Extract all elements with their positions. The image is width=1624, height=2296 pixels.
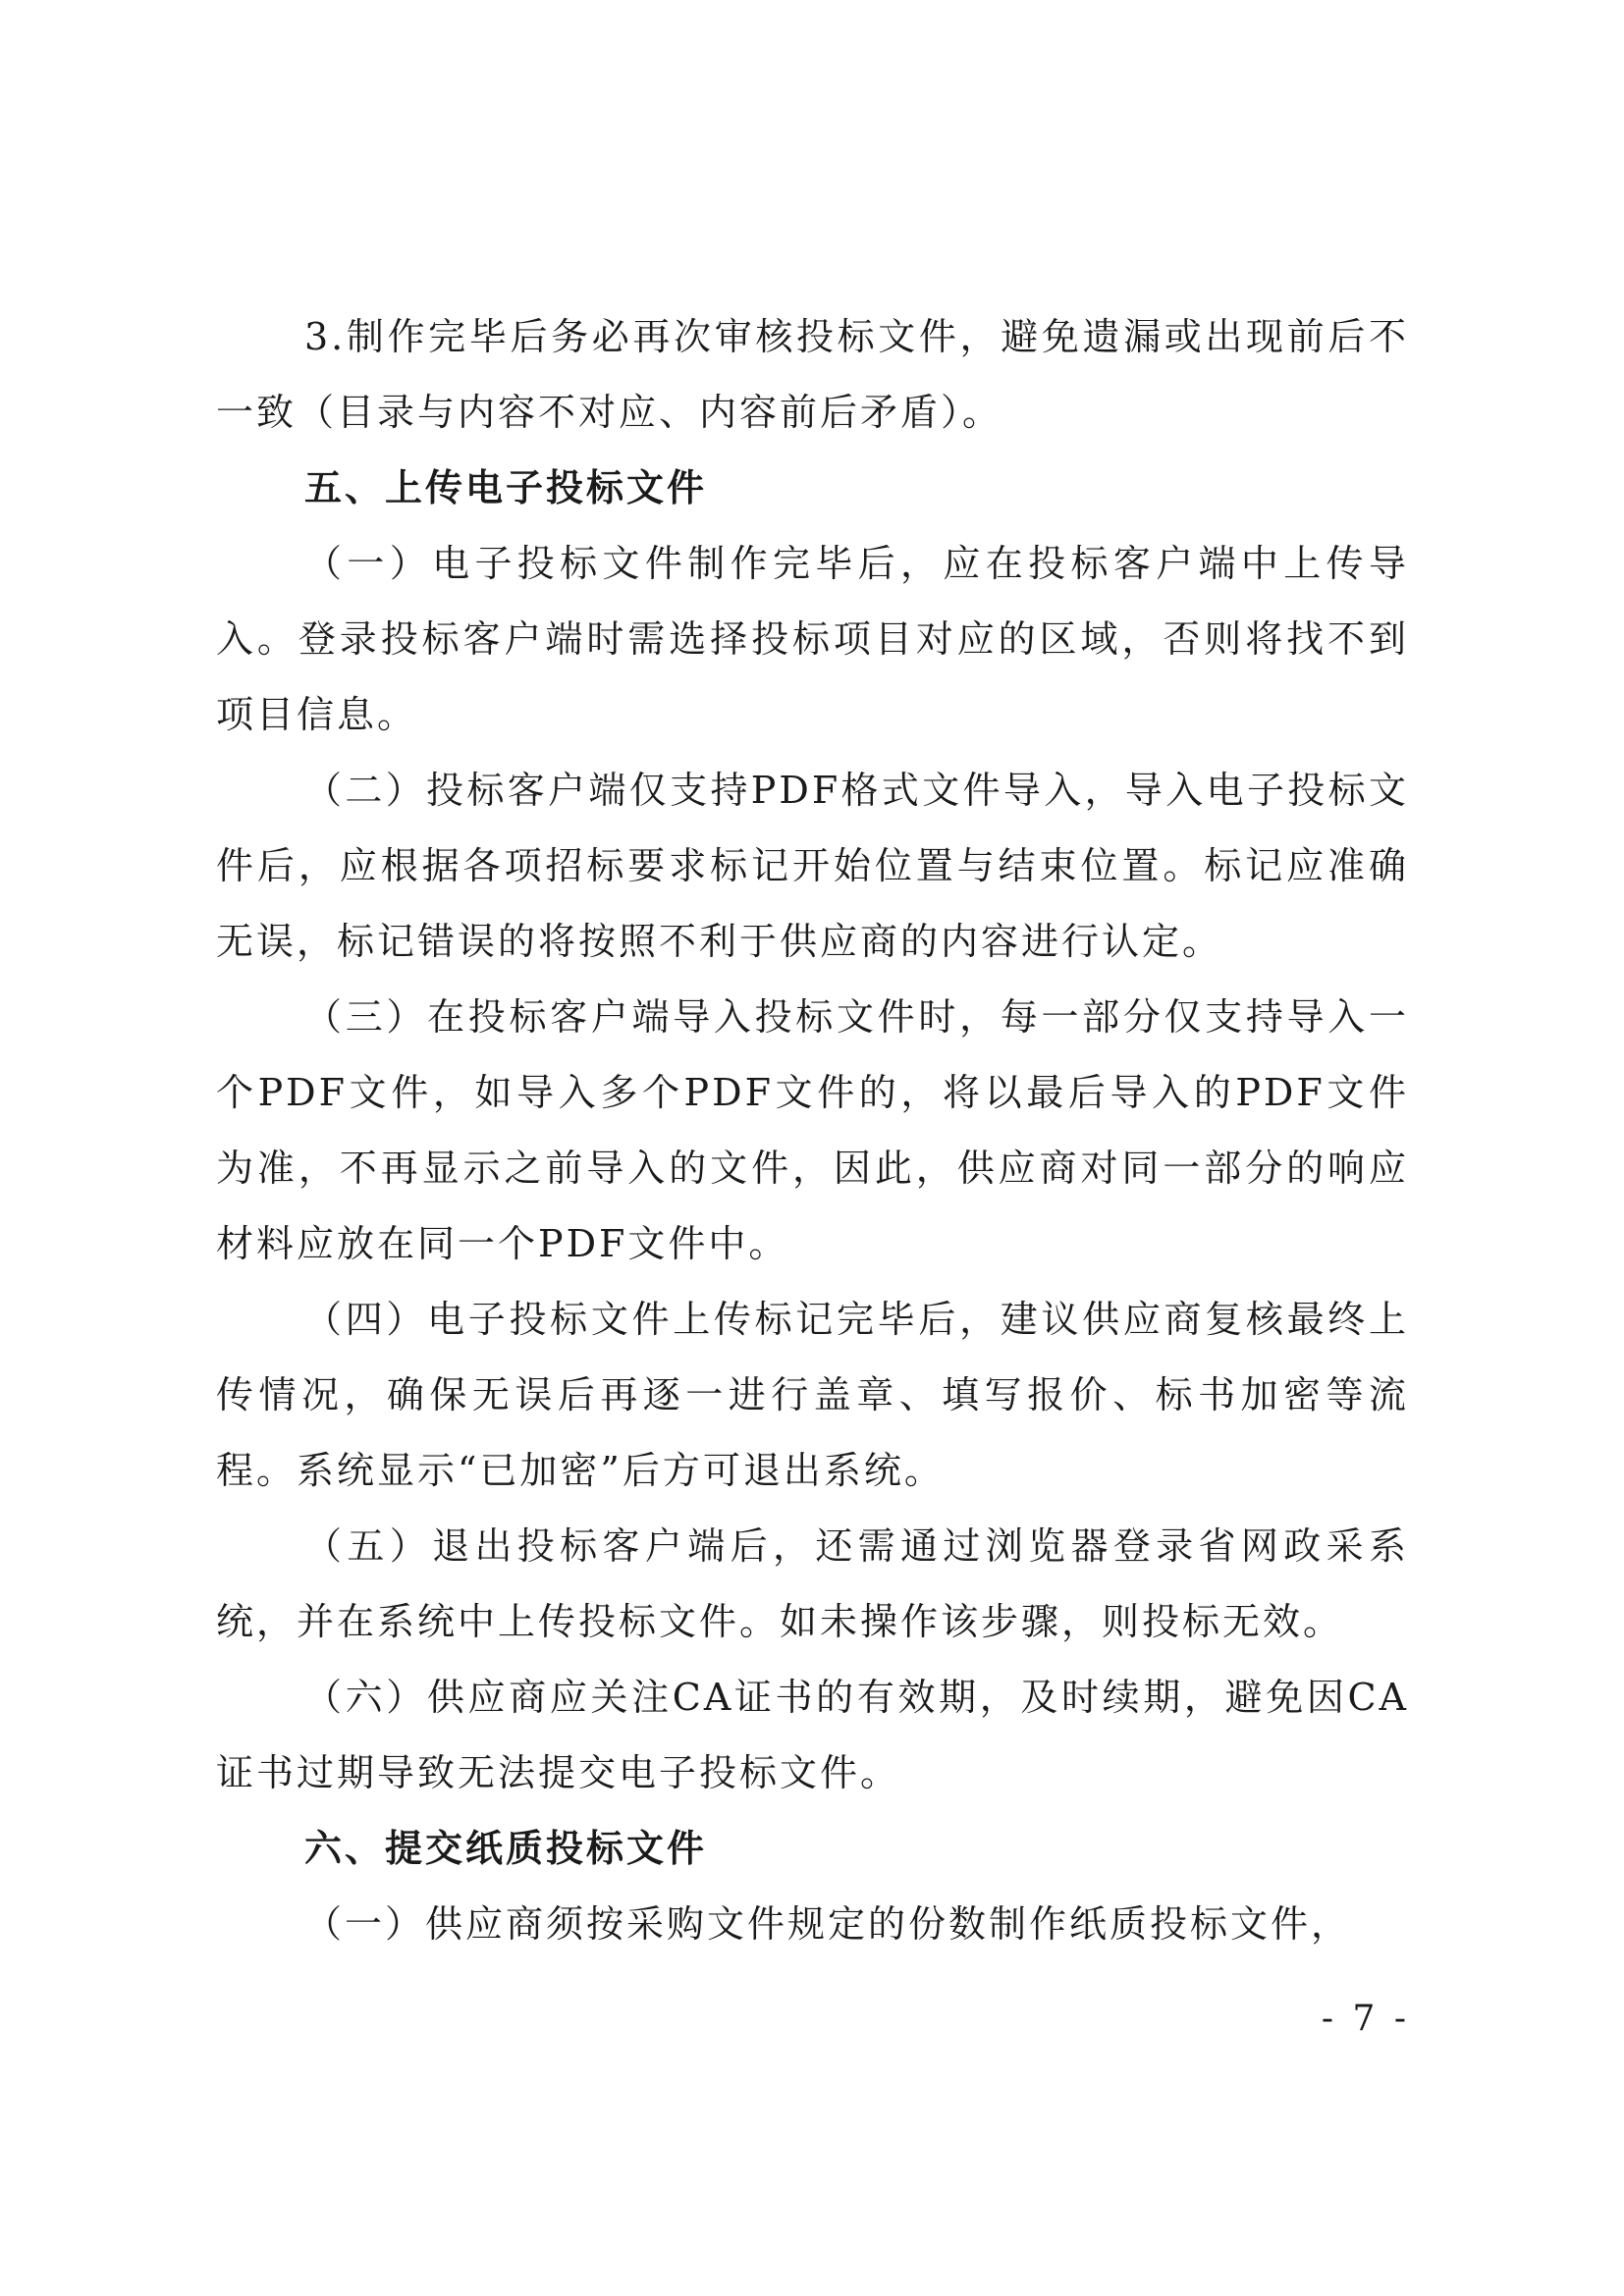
- section-heading-six: 六、提交纸质投标文件: [304, 1827, 708, 1870]
- paragraph-upload-4: （四）电子投标文件上传标记完毕后，建议供应商复核最终上传情况，确保无误后再逐一进行盖章、填写报价、标书加密等流程。系统显示“已加密”后方可退出系统。: [216, 1298, 1409, 1492]
- paragraph-upload-1: （一）电子投标文件制作完毕后，应在投标客户端中上传导入。登录投标客户端时需选择投标项目对应的区域，否则将找不到项目信息。: [216, 542, 1409, 736]
- paragraph-upload-2: （二）投标客户端仅支持PDF格式文件导入，导入电子投标文件后，应根据各项招标要求标记开始位置与结束位置。标记应准确无误，标记错误的将按照不利于供应商的内容进行认定。: [216, 769, 1409, 963]
- document-body: [216, 299, 1409, 1962]
- paragraph-item-3: 3.制作完毕后务必再次审核投标文件，避免遗漏或出现前后不一致（目录与内容不对应、内容前后矛盾）。: [216, 315, 1409, 434]
- paragraph-paper-1: （一）供应商须按采购文件规定的份数制作纸质投标文件，: [304, 1902, 1352, 1946]
- paragraph-upload-6: （六）供应商应关注CA证书的有效期，及时续期，避免因CA证书过期导致无法提交电子投标文件。: [216, 1676, 1409, 1794]
- paragraph-upload-3: （三）在投标客户端导入投标文件时，每一部分仅支持导入一个PDF文件，如导入多个PDF文件的，将以最后导入的PDF文件为准，不再显示之前导入的文件，因此，供应商对同一部分的响应材料应放在同一个PDF文件中。: [216, 995, 1409, 1265]
- section-heading-five: 五、上传电子投标文件: [304, 466, 708, 509]
- page-number: - 7 -: [1321, 1999, 1410, 2039]
- paragraph-upload-5: （五）退出投标客户端后，还需通过浏览器登录省网政采系统，并在系统中上传投标文件。如未操作该步骤，则投标无效。: [216, 1524, 1409, 1643]
